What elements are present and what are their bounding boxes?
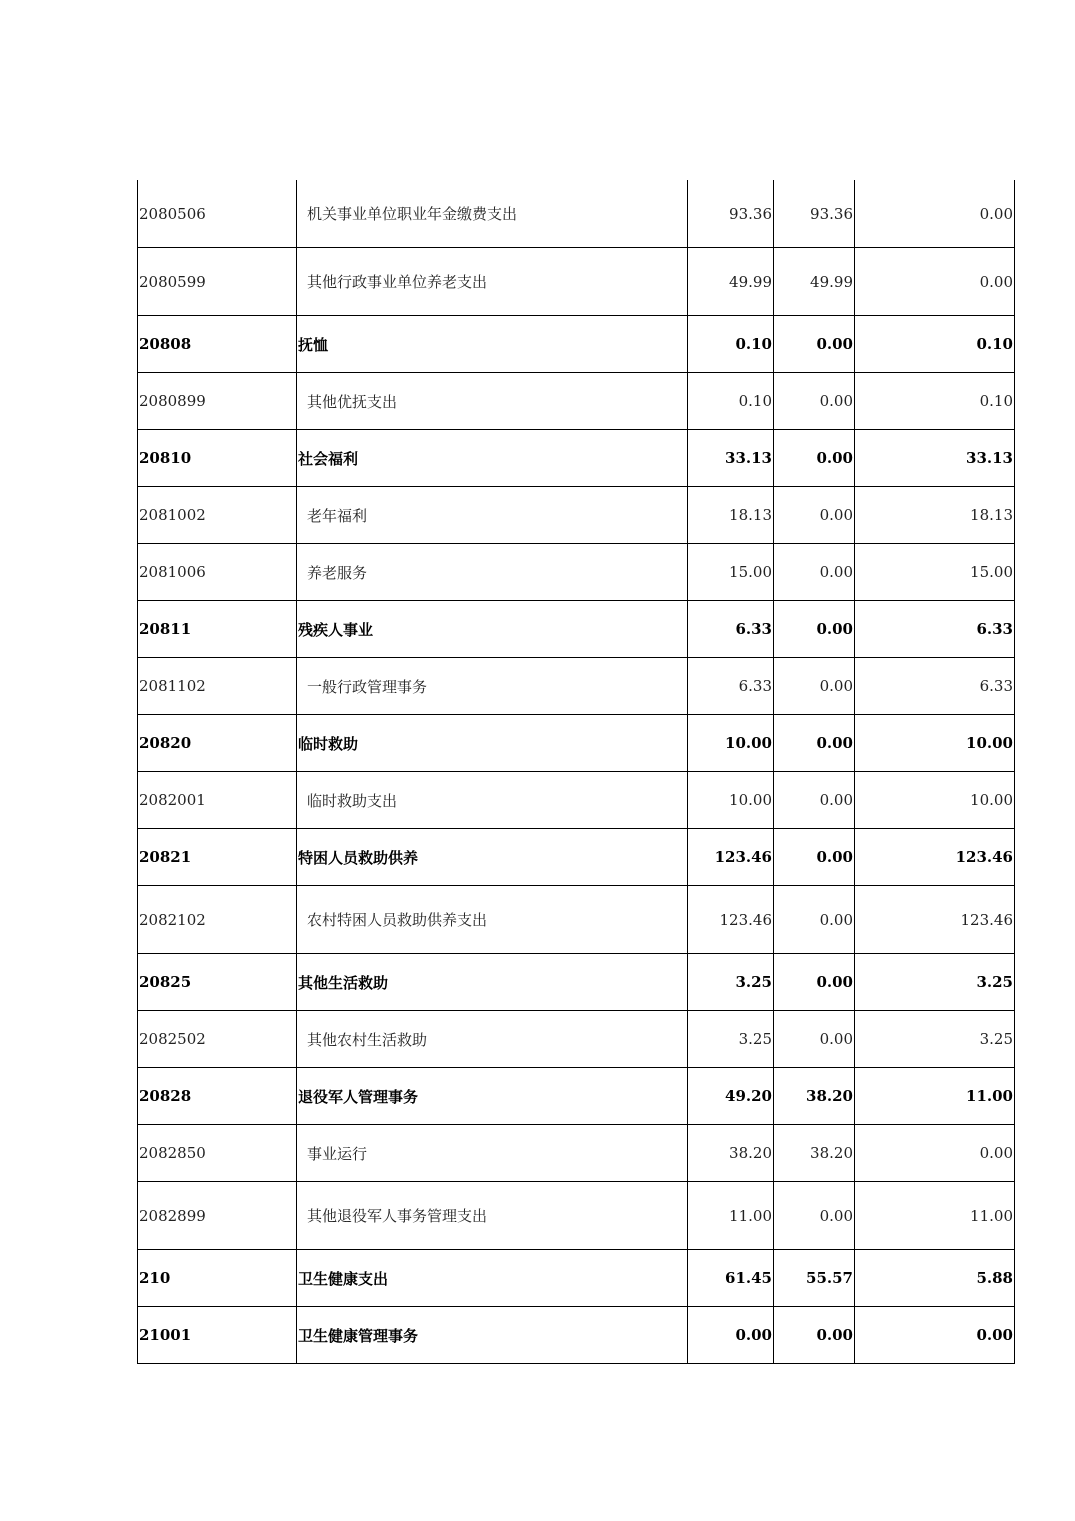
- cell-project: 123.46: [855, 886, 1015, 954]
- cell-total: 11.00: [688, 1182, 774, 1250]
- cell-code: 20808: [138, 316, 297, 373]
- table-row: [138, 373, 1015, 430]
- cell-name: 社会福利: [297, 430, 688, 487]
- cell-name: 老年福利: [297, 487, 688, 544]
- cell-total: 49.99: [688, 248, 774, 316]
- cell-basic: 38.20: [774, 1125, 855, 1182]
- table-row: [138, 1011, 1015, 1068]
- cell-code: 20810: [138, 430, 297, 487]
- cell-basic: 55.57: [774, 1250, 855, 1307]
- table-row: [138, 487, 1015, 544]
- cell-name: 机关事业单位职业年金缴费支出: [297, 180, 688, 248]
- cell-project: 33.13: [855, 430, 1015, 487]
- cell-total: 10.00: [688, 715, 774, 772]
- cell-basic: 0.00: [774, 954, 855, 1011]
- cell-project: 0.10: [855, 316, 1015, 373]
- cell-name: 特困人员救助供养: [297, 829, 688, 886]
- table-row: [138, 1307, 1015, 1364]
- cell-code: 2082102: [138, 886, 297, 954]
- cell-basic: 93.36: [774, 180, 855, 248]
- cell-total: 6.33: [688, 601, 774, 658]
- cell-basic: 0.00: [774, 544, 855, 601]
- table-row: [138, 658, 1015, 715]
- cell-basic: 0.00: [774, 1011, 855, 1068]
- cell-name: 残疾人事业: [297, 601, 688, 658]
- cell-name: 临时救助: [297, 715, 688, 772]
- table-row: [138, 1250, 1015, 1307]
- cell-name: 农村特困人员救助供养支出: [297, 886, 688, 954]
- cell-project: 123.46: [855, 829, 1015, 886]
- table-row: [138, 544, 1015, 601]
- cell-total: 6.33: [688, 658, 774, 715]
- cell-total: 18.13: [688, 487, 774, 544]
- cell-basic: 0.00: [774, 316, 855, 373]
- cell-basic: 0.00: [774, 601, 855, 658]
- cell-project: 0.00: [855, 248, 1015, 316]
- cell-basic: 0.00: [774, 1182, 855, 1250]
- cell-code: 2080599: [138, 248, 297, 316]
- cell-name: 其他行政事业单位养老支出: [297, 248, 688, 316]
- cell-basic: 0.00: [774, 715, 855, 772]
- cell-basic: 0.00: [774, 658, 855, 715]
- cell-code: 2081002: [138, 487, 297, 544]
- table-row: [138, 316, 1015, 373]
- cell-name: 卫生健康支出: [297, 1250, 688, 1307]
- table-row: [138, 430, 1015, 487]
- cell-code: 2081006: [138, 544, 297, 601]
- cell-project: 3.25: [855, 1011, 1015, 1068]
- cell-code: 20828: [138, 1068, 297, 1125]
- cell-basic: 0.00: [774, 772, 855, 829]
- cell-project: 5.88: [855, 1250, 1015, 1307]
- cell-total: 0.10: [688, 316, 774, 373]
- cell-project: 0.10: [855, 373, 1015, 430]
- cell-project: 6.33: [855, 658, 1015, 715]
- expenditure-table: [137, 180, 1015, 1364]
- table-row: [138, 886, 1015, 954]
- cell-total: 33.13: [688, 430, 774, 487]
- cell-project: 11.00: [855, 1182, 1015, 1250]
- cell-total: 10.00: [688, 772, 774, 829]
- cell-total: 3.25: [688, 954, 774, 1011]
- table-row: [138, 1182, 1015, 1250]
- cell-project: 0.00: [855, 1125, 1015, 1182]
- table-row: [138, 601, 1015, 658]
- table-row: [138, 1125, 1015, 1182]
- cell-total: 93.36: [688, 180, 774, 248]
- cell-code: 20820: [138, 715, 297, 772]
- table-row: [138, 1068, 1015, 1125]
- cell-name: 事业运行: [297, 1125, 688, 1182]
- cell-code: 210: [138, 1250, 297, 1307]
- cell-total: 123.46: [688, 829, 774, 886]
- cell-code: 20821: [138, 829, 297, 886]
- table-row: [138, 180, 1015, 248]
- cell-project: 0.00: [855, 1307, 1015, 1364]
- cell-name: 其他农村生活救助: [297, 1011, 688, 1068]
- table-row: [138, 715, 1015, 772]
- cell-basic: 38.20: [774, 1068, 855, 1125]
- cell-project: 3.25: [855, 954, 1015, 1011]
- cell-total: 61.45: [688, 1250, 774, 1307]
- cell-total: 0.10: [688, 373, 774, 430]
- table-body: [138, 180, 1015, 1364]
- cell-total: 0.00: [688, 1307, 774, 1364]
- cell-project: 11.00: [855, 1068, 1015, 1125]
- cell-basic: 0.00: [774, 829, 855, 886]
- cell-name: 退役军人管理事务: [297, 1068, 688, 1125]
- cell-project: 6.33: [855, 601, 1015, 658]
- cell-name: 其他退役军人事务管理支出: [297, 1182, 688, 1250]
- cell-basic: 0.00: [774, 886, 855, 954]
- cell-code: 2080899: [138, 373, 297, 430]
- cell-basic: 0.00: [774, 487, 855, 544]
- cell-name: 养老服务: [297, 544, 688, 601]
- cell-project: 10.00: [855, 715, 1015, 772]
- cell-name: 抚恤: [297, 316, 688, 373]
- cell-name: 临时救助支出: [297, 772, 688, 829]
- table-row: [138, 954, 1015, 1011]
- cell-project: 0.00: [855, 180, 1015, 248]
- cell-code: 2082899: [138, 1182, 297, 1250]
- cell-basic: 49.99: [774, 248, 855, 316]
- cell-total: 15.00: [688, 544, 774, 601]
- cell-basic: 0.00: [774, 430, 855, 487]
- cell-total: 3.25: [688, 1011, 774, 1068]
- cell-code: 2082001: [138, 772, 297, 829]
- cell-name: 一般行政管理事务: [297, 658, 688, 715]
- cell-total: 123.46: [688, 886, 774, 954]
- cell-code: 2081102: [138, 658, 297, 715]
- cell-project: 15.00: [855, 544, 1015, 601]
- cell-code: 20825: [138, 954, 297, 1011]
- cell-total: 38.20: [688, 1125, 774, 1182]
- cell-code: 20811: [138, 601, 297, 658]
- cell-code: 2080506: [138, 180, 297, 248]
- cell-basic: 0.00: [774, 373, 855, 430]
- cell-basic: 0.00: [774, 1307, 855, 1364]
- table-row: [138, 829, 1015, 886]
- table-row: [138, 772, 1015, 829]
- cell-project: 10.00: [855, 772, 1015, 829]
- cell-code: 2082502: [138, 1011, 297, 1068]
- cell-total: 49.20: [688, 1068, 774, 1125]
- cell-code: 2082850: [138, 1125, 297, 1182]
- cell-name: 卫生健康管理事务: [297, 1307, 688, 1364]
- cell-code: 21001: [138, 1307, 297, 1364]
- cell-name: 其他生活救助: [297, 954, 688, 1011]
- cell-name: 其他优抚支出: [297, 373, 688, 430]
- table-row: [138, 248, 1015, 316]
- cell-project: 18.13: [855, 487, 1015, 544]
